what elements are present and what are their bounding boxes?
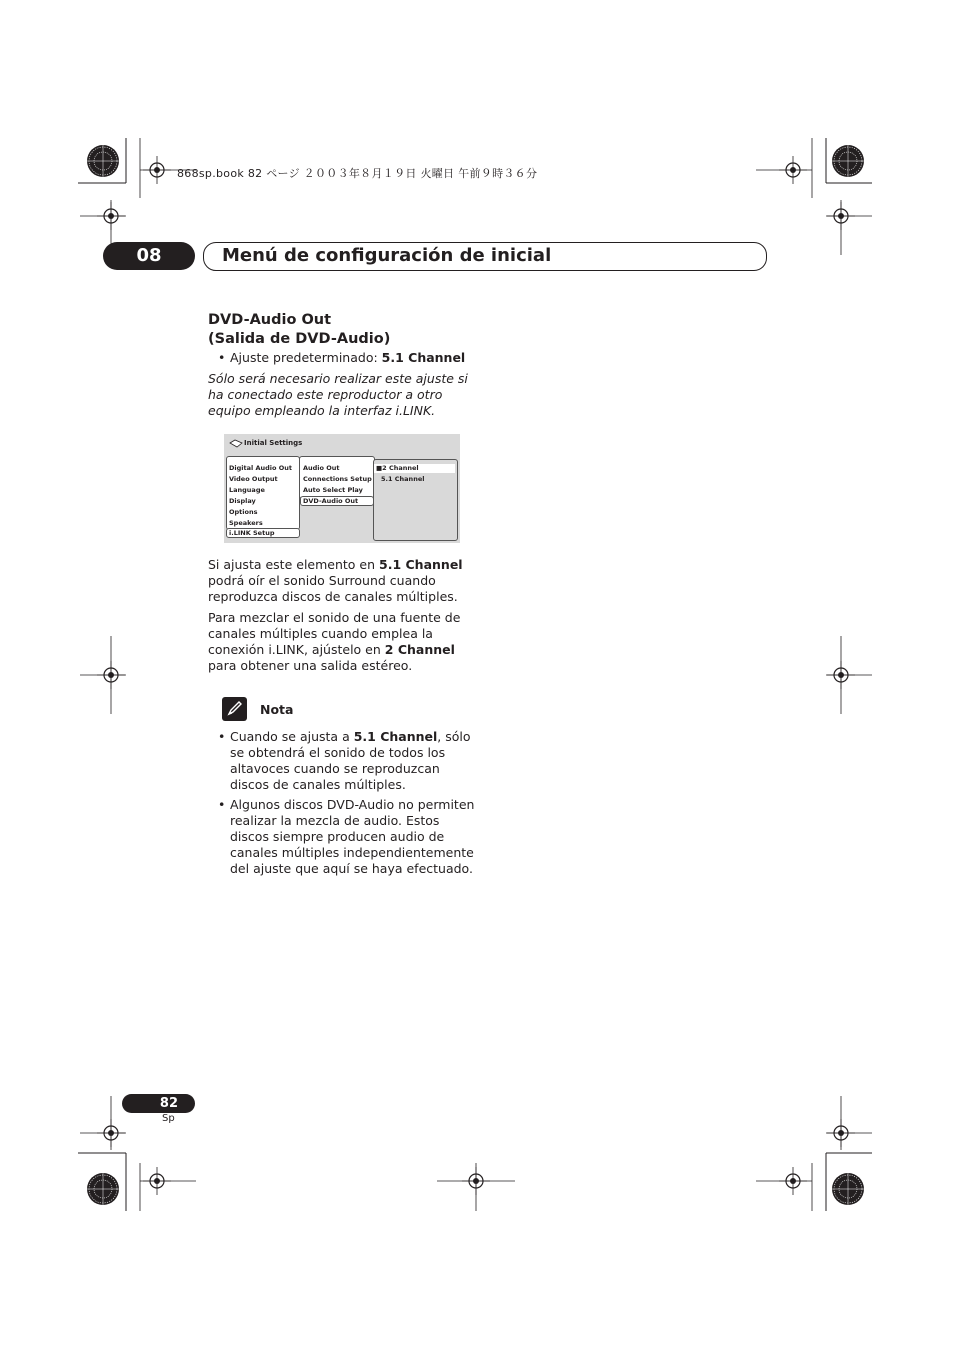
paragraph-mix: Para mezclar el sonido de una fuente de canales múltiples cuando emplea la conexión i.LINK, ajústelo en 2 Channel para obtener una salida estéreo. xyxy=(208,610,461,673)
page-language: Sp xyxy=(162,1113,175,1124)
osd-submenu-item[interactable]: Connections Setup xyxy=(303,475,372,483)
default-setting-value: 5.1 Channel xyxy=(381,350,466,365)
note-pencil-icon xyxy=(222,697,247,721)
osd-menu-item[interactable]: Display xyxy=(229,497,256,505)
settings-disc-icon xyxy=(229,439,243,448)
note-label: Nota xyxy=(260,702,294,717)
osd-submenu-item-selected[interactable]: DVD-Audio Out xyxy=(300,496,374,506)
chapter-title: Menú de configuración de inicial xyxy=(222,245,552,266)
chapter-number-badge: 08 xyxy=(103,242,195,270)
selected-square-icon: ■ xyxy=(376,464,383,472)
osd-title: Initial Settings xyxy=(244,439,303,447)
osd-submenu-item[interactable]: Auto Select Play xyxy=(303,486,363,494)
osd-menu-item[interactable]: Digital Audio Out xyxy=(229,464,293,472)
bullet-icon: • xyxy=(218,797,226,812)
section-title-line1: DVD-Audio Out xyxy=(208,312,332,328)
bullet-icon: • xyxy=(218,729,226,744)
registration-wheel-icon xyxy=(87,145,119,177)
page-number-badge xyxy=(122,1094,195,1113)
osd-menu-item[interactable]: Speakers xyxy=(229,519,263,527)
osd-menu-item[interactable]: Options xyxy=(229,508,258,516)
section-title-line2: (Salida de DVD-Audio) xyxy=(208,331,391,347)
italic-note: Sólo será necesario realizar este ajuste si ha conectado este reproductor a otro equipo empleando la interfaz i.LINK. xyxy=(208,371,468,418)
bullet-icon: • xyxy=(218,350,226,365)
page-number: 82 xyxy=(159,1096,178,1111)
default-setting-label: Ajuste predeterminado: xyxy=(230,350,382,365)
osd-menu-item-selected[interactable]: i.LINK Setup xyxy=(226,528,300,538)
paragraph-surround: Si ajusta este elemento en 5.1 Channel podrá oír el sonido Surround cuando reproduzca discos de canales múltiples. xyxy=(208,557,463,604)
osd-menu-item[interactable]: Video Output xyxy=(229,475,278,483)
section-heading xyxy=(208,311,390,349)
file-header: 868sp.book 82 ページ ２００３年８月１９日 火曜日 午前９時３６分 xyxy=(177,167,538,180)
osd-menu-item[interactable]: Language xyxy=(229,486,265,494)
osd-option-item[interactable]: 5.1 Channel xyxy=(381,475,425,483)
osd-submenu-item[interactable]: Audio Out xyxy=(303,464,340,472)
osd-option-item[interactable]: ■2 Channel xyxy=(376,464,419,472)
